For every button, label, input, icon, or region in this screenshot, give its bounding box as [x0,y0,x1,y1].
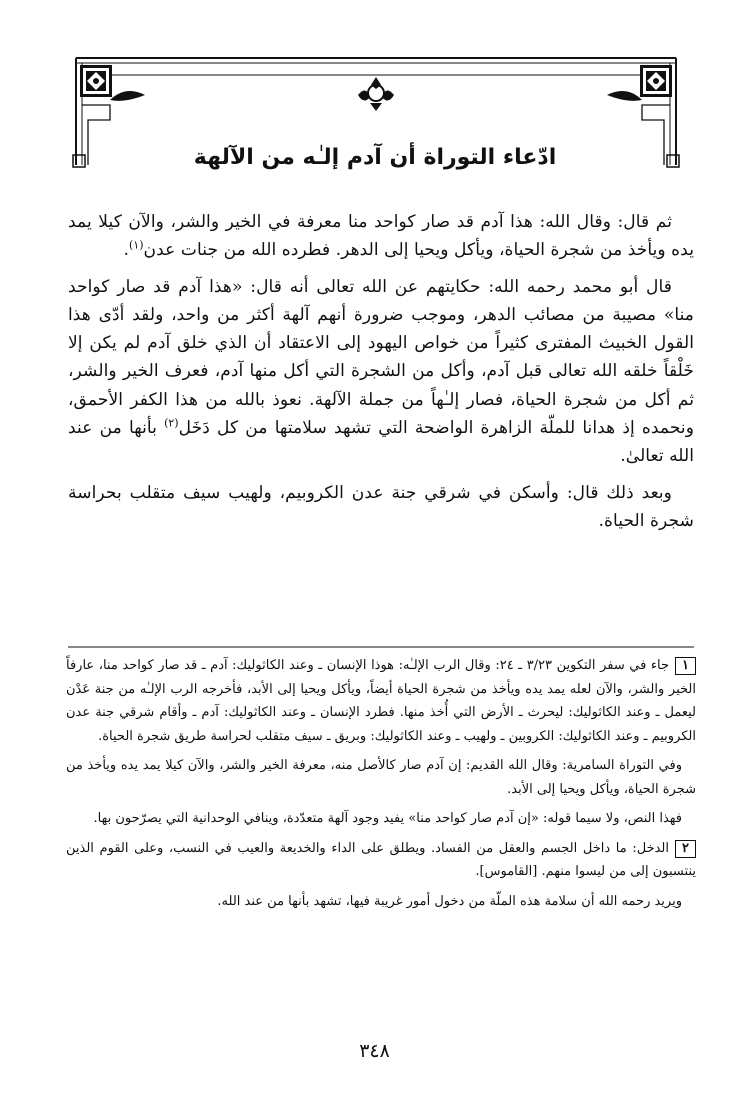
p2-text-b: بأنها من عند الله تعالىٰ. [68,418,694,467]
footnote-1-number: ١ [675,657,696,675]
footnote-2-number: ٢ [675,840,696,858]
footnote-ref-1[interactable]: (١) [129,238,144,252]
footnote-1 [66,654,696,748]
paragraph-1: ثم قال: وقال الله: هذا آدم قد صار كواحد منا معرفة في الخير والشر، والآن كيلا يمد يده ويأخذ من شجرة الحياة، ويأكل ويحيا إلى الدهر. فطرده الله من جنات عدن$^{(١)}$. [68,212,694,261]
ornament-box-left [80,65,112,97]
footnote-2 [66,837,696,884]
paragraph-3: وبعد ذلك قال: وأسكن في شرقي جنة عدن الكروبيم، ولهيب سيف متقلب بحراسة شجرة الحياة. [68,482,694,531]
center-fleuron [358,77,394,111]
p1-line-2: والآن كيلا يمد يده ويأخذ من شجرة الحياة، ويأكل ويحيا إلى الدهر. فطرده الله [68,212,694,261]
footnote-1-samaritan: وفي التوراة السامرية: وقال الله القديم: إن آدم صار كالأصل منه، معرفة الخير والشر، والآن كيلا يمد يده ويأخذ من شجرة الحياة، ويأكل ويحيا إلى الأبد. [66,758,696,797]
p2-text-a: قال أبو محمد رحمه الله: حكايتهم عن الله تعالى أنه قال: «هذا آدم قد صار كواحد منا» مصيبة من مصائب الدهر، وموجب ضرورة أنهم آلهة أكثر من واحد، ولقد أدّى هذا القول الخبيث المفترى كثيراً من خواص اليهود إلى الاعتقاد أن الذي خلق آدم لم يكن إلا خَلْقاً خلقه الله تعالى قبل آدم، وأكل من الشجرة التي أكل منها آدم، فعرف الخير والشر، ثم أكل من شجرة الحياة، فصار إلـٰهاً من جملة الآلهة. نعوذ بالله من هذا الكفر الأحمق، ونحمده إذ هدانا للملّة الزاهرة الواضحة التي تشهد سلامتها من كل دَخَل [68,276,694,439]
footnote-ref-2[interactable]: (٢) [164,416,179,430]
footnotes [66,654,696,919]
p1-line-1: ثم قال: وقال الله: هذا آدم قد صار كواحد منا معرفة في الخير والشر، [170,212,672,232]
main-text [68,208,694,543]
footnote-separator [68,646,694,647]
footnote-1-text: جاء في سفر التكوين ٣/٢٣ ـ ٢٤: وقال الرب الإلـٰه: هوذا الإنسان ـ وعند الكاثوليك: آدم ـ قد صار كواحد منا، عارفاً الخير والشر، والآن لعله يمد يده ويأخذ من شجرة الحياة أيضاً، ويأكل ويحيا إلى الأبد، فأخرجه الرب الإلـٰه من جنة عَدْن ليعمل ـ وعند الكاثوليك: ليحرث ـ الأرض التي أُخذ منها. فطرد الإنسان ـ وعند الكاثوليك: آدم ـ وأقام شرقي جنة عدن الكروبيم ـ وعند الكاثوليك: الكروبين ـ ولهيب ـ وعند الكاثوليك: وبريق ـ سيف متقلب لحراسة طريق شجرة الحياة. [66,658,696,744]
ornament-box-right [640,65,672,97]
footnote-1-remark: فهذا النص، ولا سيما قوله: «إن آدم صار كواحد منا» يفيد وجود آلهة متعدّدة، وينافي الوحدانية التي يصرّحون بها. [93,811,682,826]
paragraph-2 [68,273,694,471]
page-number: ٣٤٨ [359,1040,390,1062]
chapter-heading: ادّعاء التوراة أن آدم إلـٰه من الآلهة [193,145,557,170]
footnote-2-remark: ويريد رحمه الله أن سلامة هذه الملّة من دخول أمور غريبة فيها، تشهد بأنها من عند الله. [217,893,682,909]
footnote-2-text: الدخل: ما داخل الجسم والعقل من الفساد. ويطلق على الداء والخديعة والعيب في النسب، وعلى القوم الذين ينتسبون إلى من ليسوا منهم. [القاموس]. [66,840,696,879]
p1-line-3: من جنات عدن [143,240,246,261]
